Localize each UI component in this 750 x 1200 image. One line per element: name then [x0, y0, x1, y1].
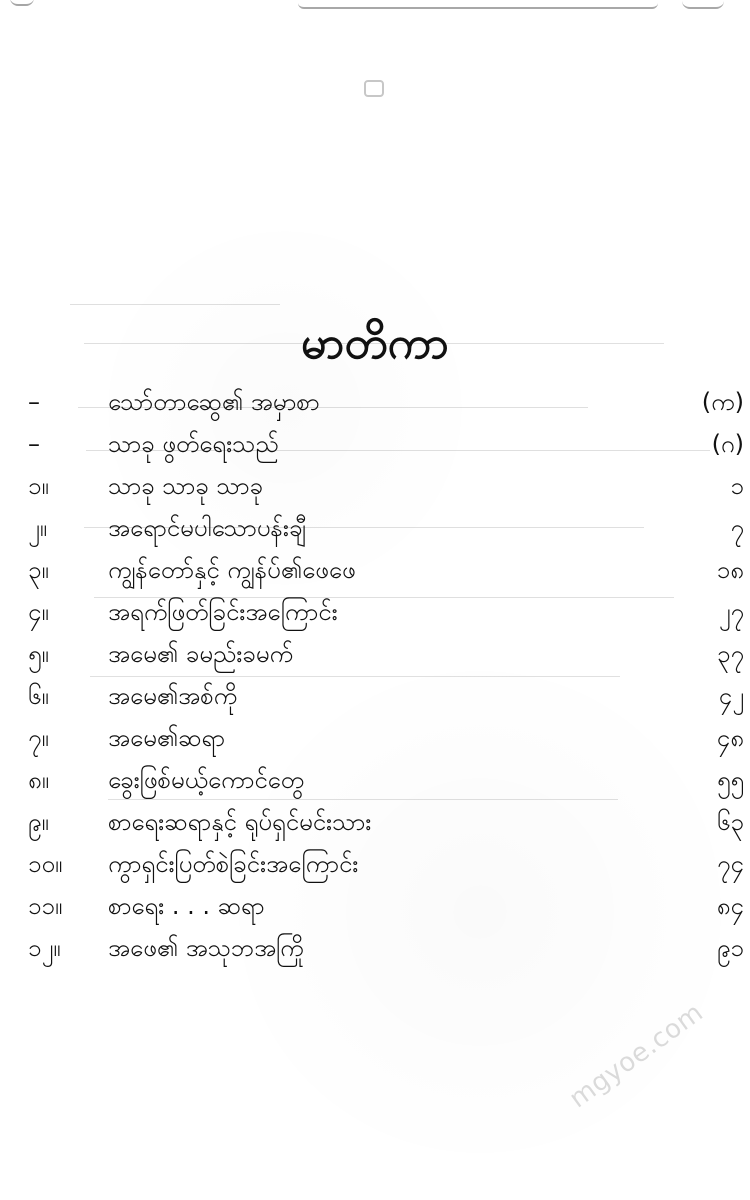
toc-entry-page: ၁ — [730, 472, 744, 500]
toc-entry-title: စာရေး . . . ဆရာ — [108, 892, 265, 920]
toc-entry — [28, 716, 744, 760]
toc-entry-number: ၁၂။ — [28, 934, 61, 962]
toc-entry — [28, 842, 744, 886]
top-right-bleed-mark — [682, 0, 724, 9]
toc-entry-title: ကျွန်တော်နှင့် ကျွန်ပ်၏ဖေဖေ — [108, 556, 356, 584]
toc-entry-page: ၃၇ — [717, 640, 744, 668]
toc-entry — [28, 758, 744, 802]
toc-entry — [28, 506, 744, 550]
top-left-bleed-mark — [10, 0, 34, 6]
toc-entry — [28, 548, 744, 592]
toc-entry-number: ၁၀။ — [28, 850, 63, 878]
toc-entry — [28, 380, 744, 424]
toc-entry-page: ၇ — [730, 514, 744, 542]
toc-entry — [28, 926, 744, 970]
table-of-contents-title: မာတိကာ — [300, 318, 450, 370]
small-square-mark — [364, 80, 384, 97]
toc-entry-title: အဖေ၏ အသုဘအကြို — [108, 934, 304, 962]
toc-entry-page: ၄၈ — [716, 724, 744, 752]
top-center-bleed-mark — [298, 0, 658, 9]
toc-entry-page: ၅၅ — [717, 766, 744, 794]
toc-entry-title: စာရေးဆရာနှင့် ရုပ်ရှင်မင်းသား — [108, 808, 372, 836]
toc-entry-title: အရက်ဖြတ်ခြင်းအကြောင်း — [108, 598, 338, 626]
toc-entry — [28, 464, 744, 508]
toc-entry-page: ၉၁ — [717, 934, 744, 962]
toc-entry-title: အမေ၏အစ်ကို — [108, 682, 238, 710]
top-bleed-through-text — [0, 0, 750, 22]
toc-entry-page: ၆၃ — [717, 808, 744, 836]
table-of-contents — [28, 365, 744, 962]
toc-entry-number: ၄။ — [28, 598, 49, 626]
toc-entry-number: ၇။ — [28, 724, 49, 752]
toc-entry-number: ၃။ — [28, 556, 49, 584]
toc-entry — [28, 800, 744, 844]
toc-entry-number: ၆။ — [28, 682, 49, 710]
toc-entry — [28, 590, 744, 634]
toc-entry-number: – — [28, 430, 40, 458]
toc-entry-number: ၅။ — [28, 640, 49, 668]
toc-entry-title: သော်တာဆွေ၏ အမှာစာ — [108, 388, 320, 416]
toc-entry-number: ၁။ — [28, 472, 49, 500]
toc-entry-page: ၁၈ — [716, 556, 744, 584]
toc-entry-page: (ဂ) — [711, 430, 744, 458]
toc-entry-title: ခွေးဖြစ်မယ့်ကောင်တွေ — [108, 766, 305, 794]
toc-entry-title: အမေ၏ဆရာ — [108, 724, 225, 752]
toc-entry-title: သာခု ဖွတ်ရေးသည် — [108, 430, 279, 458]
toc-entry-number: ၉။ — [28, 808, 49, 836]
toc-entry-page: (က) — [701, 388, 744, 416]
toc-entry-title: သာခု သာခု သာခု — [108, 472, 263, 500]
watermark-text: mgyoe.com — [564, 997, 709, 1115]
toc-entry-title: အမေ၏ ခမည်းခမက် — [108, 640, 293, 668]
toc-entry-page: ၄၂ — [718, 682, 744, 710]
toc-entry-page: ၈၄ — [716, 892, 744, 920]
toc-entry — [28, 632, 744, 676]
toc-entry — [28, 674, 744, 718]
toc-entry-title: ကွာရှင်းပြတ်စဲခြင်းအကြောင်း — [108, 850, 359, 878]
toc-entry-number: – — [28, 388, 40, 416]
toc-entry — [28, 422, 744, 466]
toc-entry-number: ၂။ — [28, 514, 48, 542]
toc-entry-number: ၈။ — [28, 766, 49, 794]
toc-entry-page: ၂၇ — [718, 598, 744, 626]
toc-entry — [28, 884, 744, 928]
toc-entry-number: ၁၁။ — [28, 892, 63, 920]
toc-entry-title: အရောင်မပါသောပန်းချီ — [108, 514, 307, 542]
toc-entry-page: ၇၄ — [717, 850, 744, 878]
background-line — [70, 304, 280, 305]
